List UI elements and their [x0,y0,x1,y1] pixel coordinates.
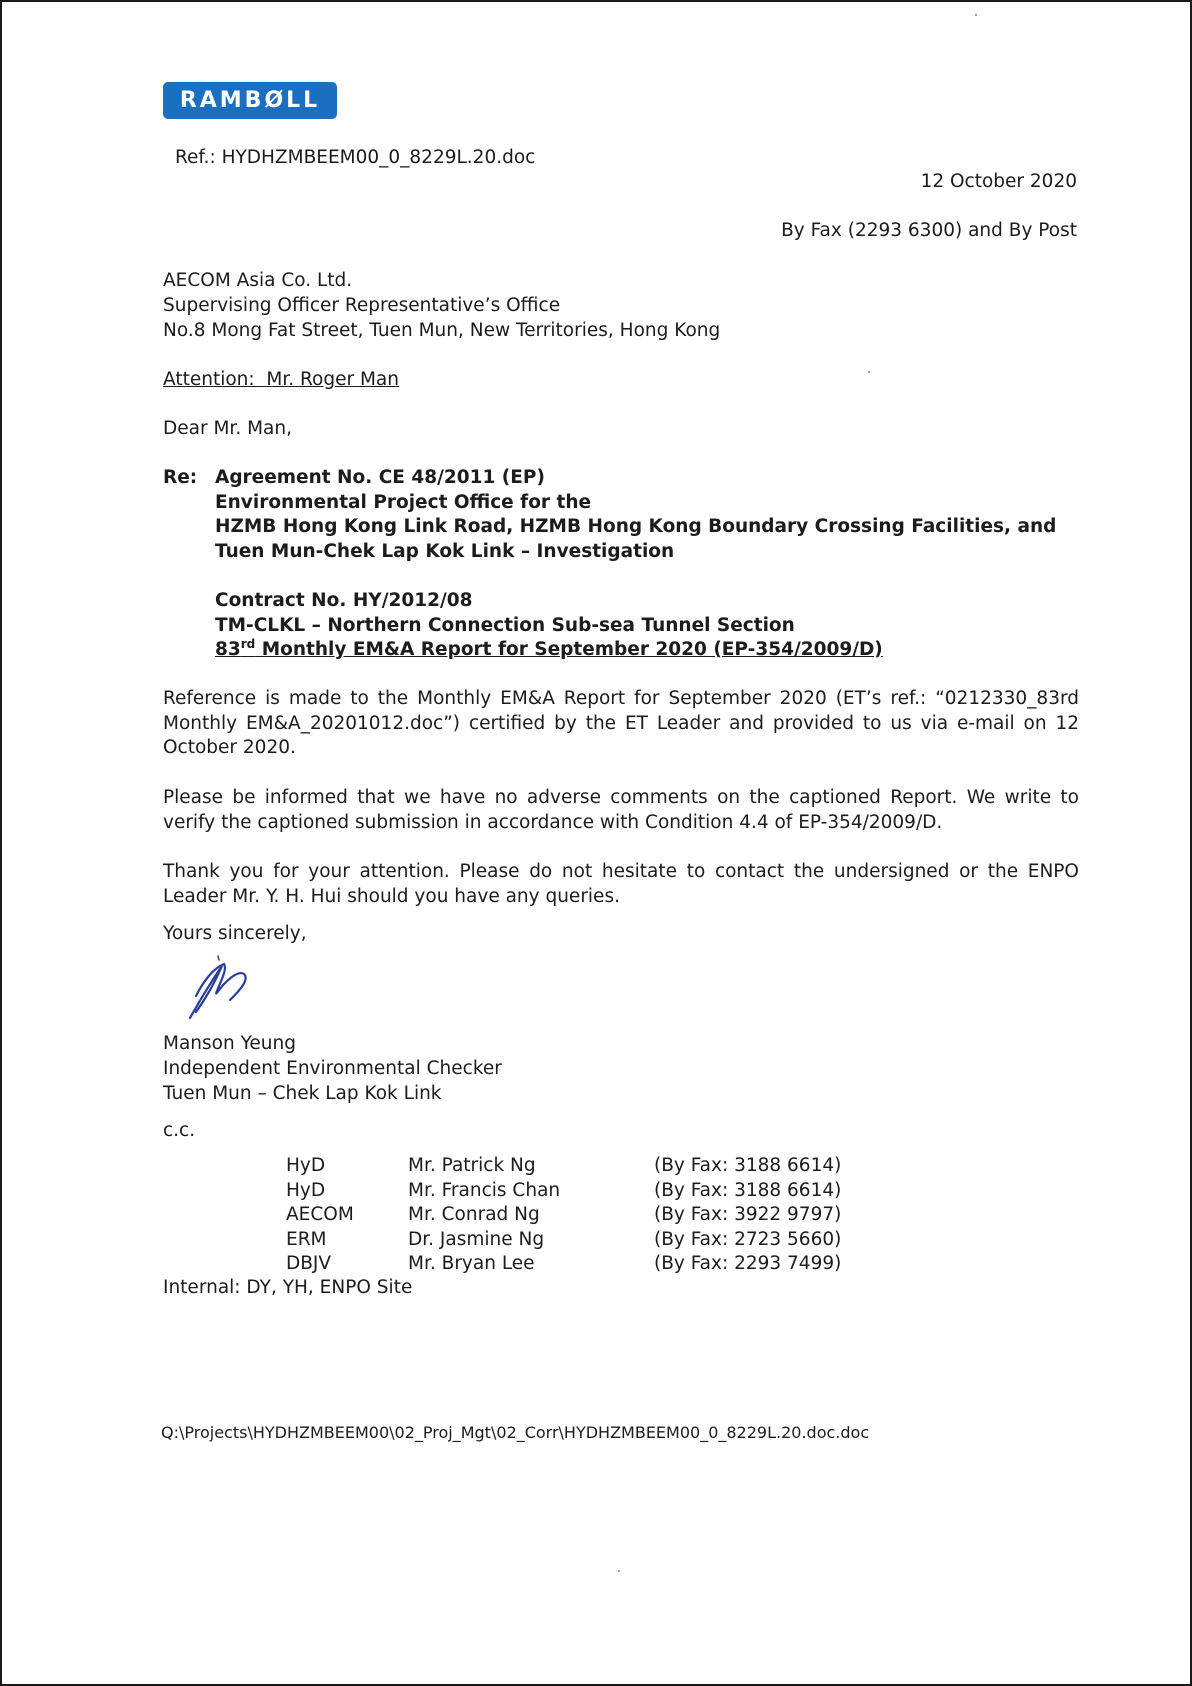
report-title-rest: Monthly EM&A Report for September 2020 (EP-354/2009/D) [255,639,883,660]
file-path-footer: Q:\Projects\HYDHZMBEEM00\02_Proj_Mgt\02_Corr\HYDHZMBEEM00_0_8229L.20.doc.doc [161,1423,870,1442]
cc-person: Mr. Bryan Lee [408,1253,535,1274]
cc-fax: (By Fax: 3922 9797) [654,1204,842,1225]
cc-fax: (By Fax: 2723 5660) [654,1229,842,1250]
reference-number: Ref.: HYDHZMBEEM00_0_8229L.20.doc [175,147,536,168]
cc-organisation: HyD [286,1180,326,1201]
cc-label: c.c. [163,1120,196,1141]
recipient-office: Supervising Officer Representative’s Office [163,295,561,316]
recipient-company: AECOM Asia Co. Ltd. [163,270,353,291]
signatory-project: Tuen Mun – Chek Lap Kok Link [163,1083,442,1104]
closing: Yours sincerely, [163,923,307,944]
report-number: 83 [215,639,241,660]
signatory-name: Manson Yeung [163,1033,297,1054]
cc-fax: (By Fax: 3188 6614) [654,1180,842,1201]
cc-fax: (By Fax: 3188 6614) [654,1155,842,1176]
body-paragraph: Please be informed that we have no adverse comments on the captioned Report. We write to verify the captioned submission in accordance with Condition 4.4 of EP-354/2009/D. [163,787,1079,833]
subject-line: Agreement No. CE 48/2011 (EP) [215,467,545,488]
contract-line: Contract No. HY/2012/08 [215,590,473,611]
report-title [215,638,883,663]
recipient-street: No.8 Mong Fat Street, Tuen Mun, New Territories, Hong Kong [163,320,721,341]
re-label: Re: [163,467,198,488]
report-ordinal: rd [240,636,256,651]
body-paragraph: Reference is made to the Monthly EM&A Report for September 2020 (ET’s ref.: “0212330_83rd Monthly EM&A_20201012.doc”) certified by the ET Leader and provided to us via e-mail on 12 October 2020. [163,688,1079,758]
cc-person: Mr. Conrad Ng [408,1204,540,1225]
cc-fax: (By Fax: 2293 7499) [654,1253,842,1274]
contract-line: TM-CLKL – Northern Connection Sub-sea Tunnel Section [215,615,795,636]
ramboll-logo: RAMBØLL [163,82,337,119]
cc-person: Mr. Francis Chan [408,1180,561,1201]
attention-line: Attention: Mr. Roger Man [163,369,399,390]
subject-line: Environmental Project Office for the [215,492,592,513]
scan-speck [618,1570,620,1572]
signature-image [182,952,282,1022]
scan-speck [975,14,977,16]
body-paragraph: Thank you for your attention. Please do not hesitate to contact the undersigned or the ENPO Leader Mr. Y. H. Hui should you have any queries. [163,861,1079,907]
cc-organisation: ERM [286,1229,327,1250]
cc-person: Mr. Patrick Ng [408,1155,536,1176]
subject-line: Tuen Mun-Chek Lap Kok Link – Investigation [215,541,675,562]
cc-organisation: DBJV [286,1253,332,1274]
cc-organisation: AECOM [286,1204,354,1225]
delivery-method: By Fax (2293 6300) and By Post [781,220,1077,241]
scan-speck [868,371,870,373]
cc-organisation: HyD [286,1155,326,1176]
subject-line: HZMB Hong Kong Link Road, HZMB Hong Kong Boundary Crossing Facilities, and [215,516,1057,537]
cc-person: Dr. Jasmine Ng [408,1229,545,1250]
signatory-title: Independent Environmental Checker [163,1058,502,1079]
salutation: Dear Mr. Man, [163,418,292,439]
cc-internal: Internal: DY, YH, ENPO Site [163,1277,413,1298]
letter-date: 12 October 2020 [920,171,1077,192]
